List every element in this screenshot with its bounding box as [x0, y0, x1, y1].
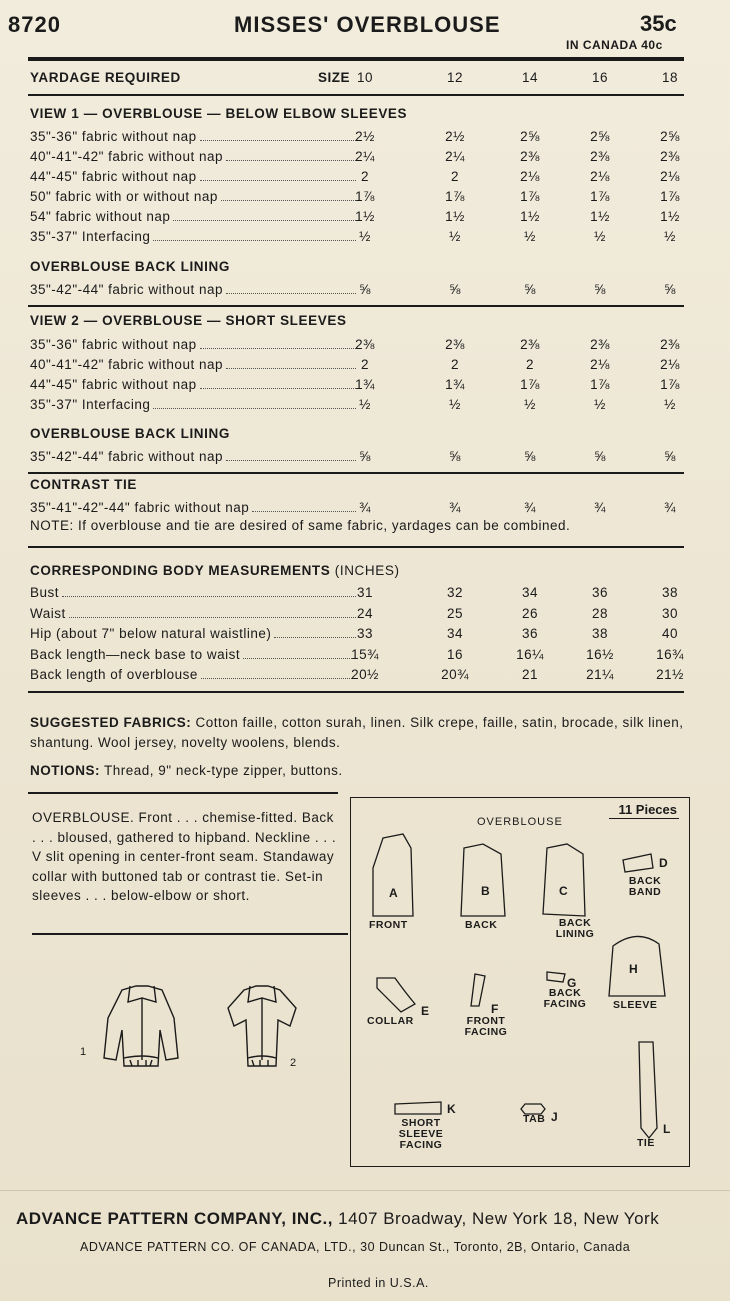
divider — [28, 792, 338, 794]
piece-a-letter: A — [389, 886, 398, 900]
size-18: 18 — [661, 70, 679, 85]
leader-dots — [200, 348, 356, 349]
row-label: 44"-45" fabric without nap — [30, 377, 197, 392]
row-value: 2½ — [355, 129, 375, 144]
piece-j-name: TAB — [523, 1113, 546, 1125]
notions-text: Thread, 9" neck-type zipper, buttons. — [104, 763, 343, 778]
yardage-row — [0, 129, 730, 149]
row-value: 2⅜ — [520, 337, 540, 352]
yardage-row — [0, 149, 730, 169]
leader-dots — [201, 678, 356, 679]
row-value: 1⅞ — [590, 377, 610, 392]
leader-dots — [69, 617, 356, 618]
row-label: 44"-45" fabric without nap — [30, 169, 197, 184]
piece-g-name: BACK FACING — [543, 987, 587, 1010]
row-value: 2¼ — [355, 149, 375, 164]
row-value: 26 — [521, 605, 539, 621]
row-value: 20½ — [351, 667, 379, 682]
row-value: 1½ — [355, 209, 375, 224]
divider — [28, 305, 684, 307]
row-value: 38 — [661, 585, 679, 600]
leader-dots — [153, 240, 356, 241]
size-14: 14 — [521, 70, 539, 85]
row-value: ½ — [359, 397, 371, 412]
row-value: 2⅛ — [660, 169, 680, 184]
piece-f-name: FRONT FACING — [464, 1015, 508, 1038]
measurement-row — [0, 626, 730, 646]
row-value: 1½ — [590, 209, 610, 224]
canada-price: IN CANADA 40c — [566, 38, 663, 52]
leader-dots — [62, 596, 356, 597]
divider — [28, 546, 684, 548]
company-name: ADVANCE PATTERN COMPANY, INC., — [16, 1209, 333, 1228]
measurement-row — [0, 647, 730, 667]
row-value: 2⅜ — [355, 337, 375, 352]
row-value: 16¾ — [656, 646, 684, 662]
piece-e-letter: E — [421, 1004, 430, 1018]
row-value: 21 — [521, 667, 539, 682]
pattern-pieces-illustration — [351, 798, 689, 1166]
piece-c-letter: C — [559, 884, 568, 898]
printed-in: Printed in U.S.A. — [328, 1276, 429, 1290]
row-value: 1⅞ — [590, 189, 610, 204]
piece-j-letter: J — [551, 1110, 558, 1124]
yardage-row — [0, 189, 730, 209]
row-value: 33 — [356, 626, 374, 641]
row-value: ⅝ — [664, 449, 676, 464]
leader-dots — [226, 160, 356, 161]
row-value: 1¾ — [445, 377, 465, 392]
row-value: ⅝ — [359, 449, 371, 464]
measurement-row — [0, 585, 730, 605]
piece-c-name: BACK LINING — [555, 917, 595, 940]
yardage-heading: YARDAGE REQUIRED — [30, 70, 181, 85]
row-value: 20¾ — [441, 667, 469, 682]
row-label: 35"-37" Interfacing — [30, 229, 151, 244]
row-value: ½ — [449, 397, 461, 412]
row-value: ⅝ — [449, 449, 461, 464]
row-value: ½ — [594, 229, 606, 244]
row-value: 31 — [356, 585, 374, 600]
row-value: ½ — [449, 229, 461, 244]
leader-dots — [226, 293, 356, 294]
yardage-row — [0, 282, 730, 302]
row-value: ¾ — [664, 500, 676, 515]
size-12: 12 — [446, 70, 464, 85]
row-value: ½ — [594, 397, 606, 412]
company-address: 1407 Broadway, New York 18, New York — [338, 1209, 660, 1228]
row-value: 2 — [525, 357, 534, 372]
measurement-row — [0, 606, 730, 626]
piece-f-letter: F — [491, 1002, 499, 1016]
leader-dots — [173, 220, 356, 221]
row-value: 16¼ — [516, 646, 544, 662]
row-value: 2⅛ — [660, 357, 680, 372]
row-value: ⅝ — [359, 282, 371, 297]
yardage-row — [0, 209, 730, 229]
yardage-row — [0, 449, 730, 469]
row-value: 16½ — [586, 646, 614, 662]
row-value: 16 — [446, 646, 464, 662]
row-value: 21½ — [656, 667, 684, 682]
row-value: 36 — [521, 626, 539, 641]
piece-h-name: SLEEVE — [613, 999, 658, 1011]
divider — [28, 94, 684, 96]
row-value: ⅝ — [449, 282, 461, 297]
row-label: Back length—neck base to waist — [30, 646, 241, 662]
yardage-row — [0, 397, 730, 417]
row-value: 2¼ — [445, 149, 465, 164]
row-value: 2 — [360, 169, 369, 184]
fabrics-label: SUGGESTED FABRICS: — [30, 715, 192, 730]
row-value: 2⅝ — [520, 129, 540, 144]
row-value: 1⅞ — [445, 189, 465, 204]
row-value: 2 — [360, 357, 369, 372]
size-header-row — [0, 70, 730, 90]
yardage-row — [0, 229, 730, 249]
row-value: ¾ — [359, 500, 371, 515]
row-value: 2⅜ — [660, 149, 680, 164]
piece-k-letter: K — [447, 1102, 456, 1116]
leader-dots — [226, 368, 356, 369]
yardage-section-title: OVERBLOUSE BACK LINING — [30, 259, 230, 274]
row-label: 40"-41"-42" fabric without nap — [30, 149, 223, 164]
yardage-section-title: VIEW 1 — OVERBLOUSE — BELOW ELBOW SLEEVES — [30, 106, 408, 121]
row-value: ½ — [664, 229, 676, 244]
suggested-fabrics — [30, 713, 694, 753]
measurements-heading — [30, 563, 400, 578]
row-value: 40 — [661, 626, 679, 641]
piece-d-letter: D — [659, 856, 668, 870]
row-value: 2⅝ — [590, 129, 610, 144]
row-value: 2⅜ — [590, 337, 610, 352]
row-value: ¾ — [449, 500, 461, 515]
row-label: 35"-42"-44" fabric without nap — [30, 449, 223, 464]
row-value: ⅝ — [594, 282, 606, 297]
view-sketches-illustration — [80, 978, 310, 1080]
price: 35c — [640, 11, 677, 36]
row-value: 30 — [661, 605, 679, 621]
row-value: ⅝ — [664, 282, 676, 297]
row-value: 34 — [446, 626, 464, 641]
piece-l-letter: L — [663, 1122, 671, 1136]
row-value: 2 — [450, 357, 459, 372]
row-value: 1¾ — [355, 377, 375, 392]
row-value: 34 — [521, 585, 539, 600]
row-label: Waist — [30, 605, 66, 621]
row-value: 2⅜ — [520, 149, 540, 164]
row-value: 21¼ — [586, 667, 614, 682]
row-value: ½ — [359, 229, 371, 244]
leader-dots — [200, 140, 356, 141]
size-label: SIZE — [318, 70, 351, 85]
row-value: 2⅝ — [660, 129, 680, 144]
yardage-section-title: OVERBLOUSE BACK LINING — [30, 426, 230, 441]
row-value: 38 — [591, 626, 609, 641]
piece-g-letter: G — [567, 976, 577, 990]
footer-fold-line — [0, 1190, 730, 1191]
row-label: 35"-37" Interfacing — [30, 397, 151, 412]
row-value: 1⅞ — [520, 377, 540, 392]
yardage-section-title: CONTRAST TIE — [30, 477, 137, 492]
yardage-row — [0, 169, 730, 189]
yardage-row — [0, 357, 730, 377]
company-line — [16, 1209, 659, 1229]
notions-label: NOTIONS: — [30, 763, 100, 778]
canada-company-line — [80, 1240, 630, 1254]
canada-company-address: 30 Duncan St., Toronto, 2B, Ontario, Canada — [360, 1240, 631, 1254]
pieces-title: OVERBLOUSE — [477, 816, 563, 828]
row-value: 1½ — [445, 209, 465, 224]
row-value: ¾ — [524, 500, 536, 515]
yardage-row — [0, 377, 730, 397]
row-value: 2⅜ — [445, 337, 465, 352]
leader-dots — [153, 408, 356, 409]
measurement-row — [0, 667, 730, 687]
row-value: 36 — [591, 585, 609, 600]
row-label: 54" fabric without nap — [30, 209, 171, 224]
row-label: 35"-41"-42"-44" fabric without nap — [30, 500, 250, 515]
piece-d-name: BACK BAND — [628, 875, 662, 898]
row-label: Hip (about 7" below natural waistline) — [30, 626, 272, 641]
yardage-row — [0, 500, 730, 520]
row-label: 50" fabric with or without nap — [30, 189, 218, 204]
row-value: 28 — [591, 605, 609, 621]
piece-h-letter: H — [629, 962, 638, 976]
row-value: 24 — [356, 605, 374, 621]
row-value: 2⅛ — [520, 169, 540, 184]
leader-dots — [226, 460, 356, 461]
notions — [30, 761, 694, 781]
pattern-pieces-box — [350, 797, 690, 1167]
row-value: ½ — [524, 229, 536, 244]
canada-company-name: ADVANCE PATTERN CO. OF CANADA, LTD., — [80, 1240, 357, 1254]
row-value: 32 — [446, 585, 464, 600]
piece-b-letter: B — [481, 884, 490, 898]
divider — [32, 933, 348, 935]
piece-e-name: COLLAR — [367, 1015, 414, 1027]
view-2-number: 2 — [290, 1057, 297, 1069]
divider — [28, 472, 684, 474]
row-value: 25 — [446, 605, 464, 621]
row-value: 2 — [450, 169, 459, 184]
row-value: ½ — [664, 397, 676, 412]
pattern-title: MISSES' OVERBLOUSE — [234, 12, 501, 37]
row-value: ⅝ — [524, 449, 536, 464]
leader-dots — [200, 180, 356, 181]
style-description: OVERBLOUSE. Front . . . chemise-fitted. Back . . . bloused, gathered to hipband. Neckline . . . V slit opening in center-front seam. Standaway collar with buttoned tab or contrast tie. Set-in sleeves . . . below-elbow or short. — [32, 810, 337, 903]
measurements-unit: (INCHES) — [334, 563, 400, 578]
row-value: 2⅜ — [590, 149, 610, 164]
row-label: Back length of overblouse — [30, 667, 198, 682]
pieces-count: 11 Pieces — [618, 802, 677, 817]
row-value: 2⅛ — [590, 357, 610, 372]
header-rule — [28, 57, 684, 61]
row-value: 1½ — [520, 209, 540, 224]
row-value: 1⅞ — [355, 189, 375, 204]
leader-dots — [221, 200, 356, 201]
pattern-number: 8720 — [8, 12, 61, 37]
yardage-row — [0, 337, 730, 357]
size-16: 16 — [591, 70, 609, 85]
row-value: 2⅜ — [660, 337, 680, 352]
piece-b-name: BACK — [465, 919, 498, 931]
row-label: 35"-42"-44" fabric without nap — [30, 282, 223, 297]
row-value: ⅝ — [524, 282, 536, 297]
view-1-number: 1 — [80, 1046, 87, 1058]
divider — [28, 691, 684, 693]
piece-k-name: SHORT SLEEVE FACING — [398, 1117, 444, 1151]
row-value: 1⅞ — [660, 189, 680, 204]
fabrics-text: Cotton faille, cotton surah, linen. Silk crepe, faille, satin, brocade, silk linen, shantung. Wool jersey, novelty woolens, blends. — [30, 715, 684, 750]
leader-dots — [200, 388, 356, 389]
row-value: ¾ — [594, 500, 606, 515]
row-label: 40"-41"-42" fabric without nap — [30, 357, 223, 372]
row-label: Bust — [30, 585, 60, 600]
piece-a-name: FRONT — [369, 919, 408, 931]
row-value: ⅝ — [594, 449, 606, 464]
row-label: 35"-36" fabric without nap — [30, 337, 197, 352]
row-value: 2½ — [445, 129, 465, 144]
measurements-title: CORRESPONDING BODY MEASUREMENTS — [30, 563, 331, 578]
row-value: 2⅛ — [590, 169, 610, 184]
row-value: 1½ — [660, 209, 680, 224]
row-value: 15¾ — [351, 646, 379, 662]
row-value: ½ — [524, 397, 536, 412]
row-value: 1⅞ — [660, 377, 680, 392]
yardage-note: NOTE: If overblouse and tie are desired of same fabric, yardages can be combined. — [30, 518, 571, 533]
yardage-section-title: VIEW 2 — OVERBLOUSE — SHORT SLEEVES — [30, 313, 347, 328]
row-label: 35"-36" fabric without nap — [30, 129, 197, 144]
piece-l-name: TIE — [637, 1137, 655, 1149]
row-value: 1⅞ — [520, 189, 540, 204]
size-10: 10 — [356, 70, 374, 85]
